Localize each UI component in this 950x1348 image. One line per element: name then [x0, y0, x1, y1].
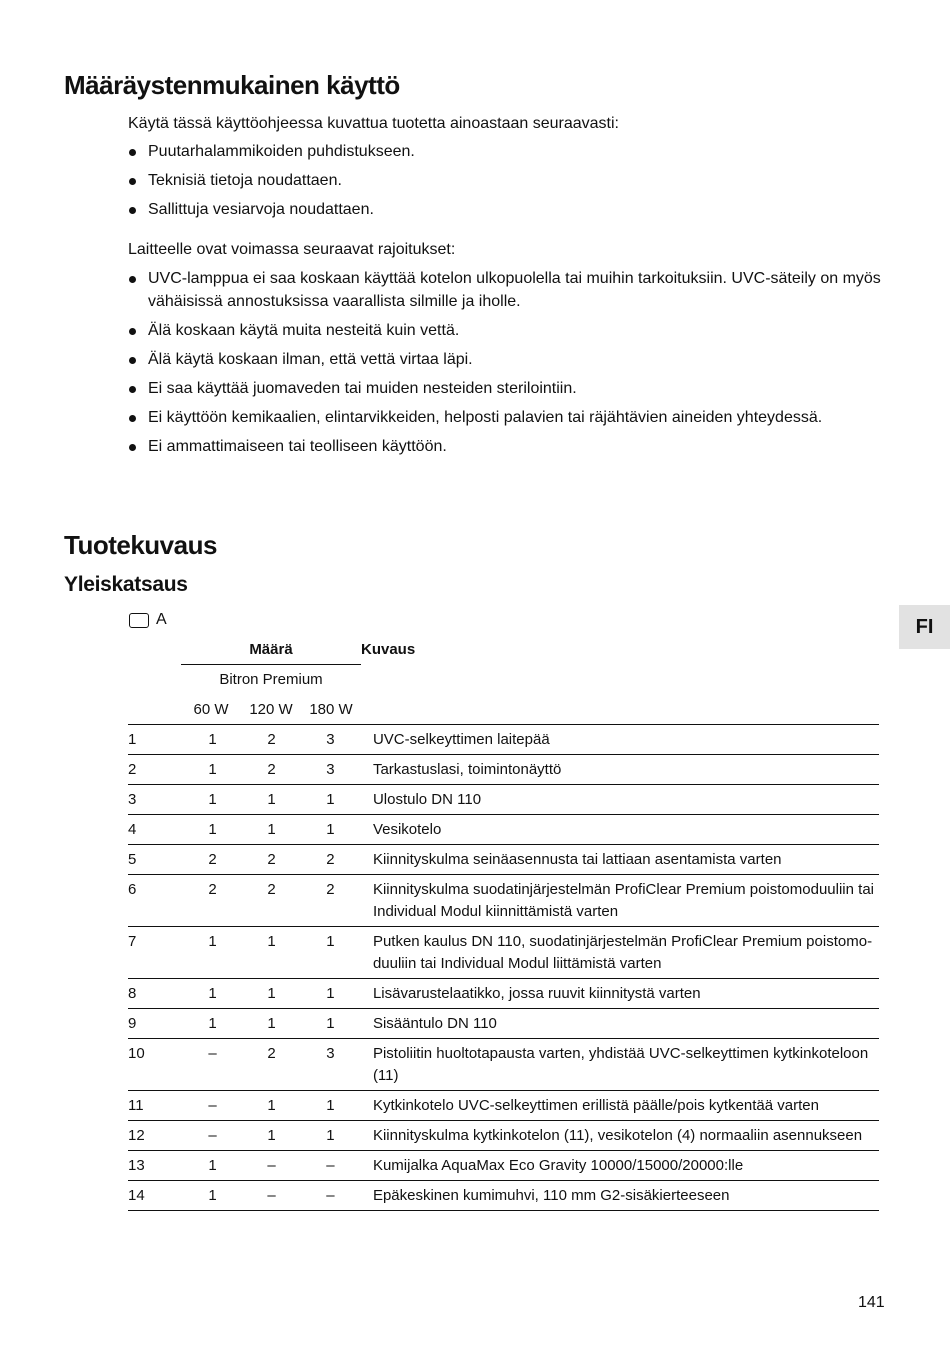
- parts-table: [128, 724, 879, 1211]
- cell-qty-120w: 1: [267, 985, 276, 1002]
- bullet-icon: [129, 207, 136, 214]
- table-row: [128, 1090, 879, 1120]
- cell-qty-120w: 1: [267, 1097, 276, 1114]
- list-item: Ei ammattimaiseen tai teolliseen käyttöön.: [128, 435, 883, 458]
- table-row: [128, 724, 879, 754]
- cell-qty-60w: 2: [208, 851, 217, 868]
- header-divider: [181, 664, 361, 665]
- restrictions-intro: Laitteelle ovat voimassa seuraavat rajoitukset:: [128, 241, 456, 258]
- cell-qty-60w: 1: [208, 761, 217, 778]
- cell-description: UVC-selkeyttimen laitepää: [372, 731, 550, 748]
- cell-qty-60w: –: [208, 1045, 217, 1062]
- table-row: [128, 874, 879, 926]
- cell-position: 5: [128, 851, 137, 868]
- bullet-icon: [129, 357, 136, 364]
- cell-qty-180w: 1: [326, 933, 335, 950]
- section-title-product-description: Tuotekuvaus: [64, 530, 217, 560]
- table-header-variant-120w: 120 W: [249, 701, 293, 718]
- cell-qty-120w: 1: [267, 933, 276, 950]
- table-row: [128, 814, 879, 844]
- restrictions-list: [128, 267, 883, 464]
- cell-qty-180w: 1: [326, 791, 335, 808]
- cell-qty-60w: 1: [208, 731, 217, 748]
- cell-qty-120w: 1: [267, 821, 276, 838]
- table-row: [128, 1150, 879, 1180]
- cell-qty-180w: 2: [326, 881, 335, 898]
- cell-qty-120w: 1: [267, 1015, 276, 1032]
- cell-description: Kumijalka AquaMax Eco Gravity 10000/15000/20000:lle: [372, 1157, 744, 1174]
- table-header-variant-180w: 180 W: [309, 701, 353, 718]
- cell-description: Kiinnityskulma suodatinjärjestelmän ProfiClear Premium poistomoduuliin tai Individual Modul kiinnittämistä varten: [372, 881, 874, 920]
- cell-qty-180w: –: [326, 1187, 335, 1204]
- cell-position: 13: [128, 1157, 145, 1174]
- table-row: [128, 1008, 879, 1038]
- list-item: Teknisiä tietoja noudattaen.: [128, 169, 883, 192]
- list-item: Ei käyttöön kemikaalien, elintarvikkeiden, helposti palavien tai räjähtävien aineiden yhteydessä.: [128, 406, 883, 429]
- cell-position: 2: [128, 761, 137, 778]
- list-item: Puutarhalammikoiden puhdistukseen.: [128, 140, 883, 163]
- bullet-icon: [129, 276, 136, 283]
- cell-position: 14: [128, 1187, 145, 1204]
- cell-qty-180w: 1: [326, 1127, 335, 1144]
- cell-position: 8: [128, 985, 137, 1002]
- page-number: 141: [858, 1294, 885, 1311]
- cell-qty-120w: –: [267, 1187, 276, 1204]
- cell-description: Putken kaulus DN 110, suodatinjärjestelmän ProfiClear Premium poistomoduuliin tai Individual Modul liittämistä varten: [372, 933, 873, 972]
- table-row: [128, 978, 879, 1008]
- cell-qty-60w: 1: [208, 791, 217, 808]
- cell-description: Kytkinkotelo UVC-selkeyttimen erillistä päälle/pois kytkentää varten: [372, 1097, 819, 1114]
- cell-qty-120w: 2: [267, 881, 276, 898]
- cell-description: Kiinnityskulma seinäasennusta tai lattiaan asentamista varten: [372, 851, 782, 868]
- figure-reference: A: [129, 611, 167, 629]
- list-item: Ei saa käyttää juomaveden tai muiden nesteiden sterilointiin.: [128, 377, 883, 400]
- bullet-icon: [129, 149, 136, 156]
- list-item: Älä koskaan käytä muita nesteitä kuin vettä.: [128, 319, 883, 342]
- table-header-quantity: Määrä: [249, 641, 293, 658]
- cell-position: 7: [128, 933, 137, 950]
- cell-qty-180w: 1: [326, 1015, 335, 1032]
- cell-qty-120w: 1: [267, 1127, 276, 1144]
- table-header-variant-60w: 60 W: [193, 701, 229, 718]
- cell-qty-180w: 1: [326, 985, 335, 1002]
- list-item: UVC-lamppua ei saa koskaan käyttää kotelon ulkopuolella tai muihin tarkoituksiin. UVC-säteily on myös vähäisissä annostuksissa vaarallista silmille ja iholle.: [128, 267, 883, 313]
- intended-use-list: [128, 140, 883, 227]
- intended-use-intro: Käytä tässä käyttöohjeessa kuvattua tuotetta ainoastaan seuraavasti:: [128, 115, 619, 132]
- cell-qty-60w: 1: [208, 821, 217, 838]
- cell-qty-60w: –: [208, 1097, 217, 1114]
- bullet-icon: [129, 328, 136, 335]
- bullet-icon: [129, 444, 136, 451]
- table-header-description: Kuvaus: [361, 641, 416, 658]
- table-row: [128, 926, 879, 978]
- cell-qty-120w: 2: [267, 1045, 276, 1062]
- list-item: Älä käytä koskaan ilman, että vettä virtaa läpi.: [128, 348, 883, 371]
- cell-description: Epäkeskinen kumimuhvi, 110 mm G2-sisäkierteeseen: [372, 1187, 730, 1204]
- cell-qty-120w: 1: [267, 791, 276, 808]
- cell-qty-180w: –: [326, 1157, 335, 1174]
- cell-description: Vesikotelo: [372, 821, 442, 838]
- cell-qty-180w: 1: [326, 1097, 335, 1114]
- cell-description: Pistoliitin huoltotapausta varten, yhdistää UVC-selkeyttimen kytkinkoteloon (11): [372, 1045, 869, 1084]
- figure-icon: [129, 613, 149, 628]
- cell-qty-60w: 1: [208, 933, 217, 950]
- bullet-icon: [129, 178, 136, 185]
- bullet-icon: [129, 386, 136, 393]
- cell-qty-60w: 2: [208, 881, 217, 898]
- cell-qty-180w: 2: [326, 851, 335, 868]
- cell-description: Sisääntulo DN 110: [372, 1015, 497, 1032]
- cell-position: 1: [128, 731, 137, 748]
- table-row: [128, 784, 879, 814]
- table-row: [128, 1120, 879, 1150]
- cell-description: Tarkastuslasi, toimintonäyttö: [372, 761, 562, 778]
- language-tab: FI: [899, 605, 950, 649]
- cell-qty-120w: 2: [267, 761, 276, 778]
- cell-qty-120w: 2: [267, 731, 276, 748]
- cell-qty-60w: 1: [208, 985, 217, 1002]
- cell-qty-180w: 3: [326, 1045, 335, 1062]
- list-item: Sallittuja vesiarvoja noudattaen.: [128, 198, 883, 221]
- cell-position: 4: [128, 821, 137, 838]
- cell-qty-180w: 1: [326, 821, 335, 838]
- cell-position: 12: [128, 1127, 145, 1144]
- cell-qty-120w: 2: [267, 851, 276, 868]
- cell-qty-180w: 3: [326, 761, 335, 778]
- cell-position: 10: [128, 1045, 145, 1062]
- cell-qty-180w: 3: [326, 731, 335, 748]
- table-row: [128, 1180, 879, 1211]
- cell-qty-60w: 1: [208, 1157, 217, 1174]
- table-header-product: Bitron Premium: [219, 671, 323, 688]
- bullet-icon: [129, 415, 136, 422]
- cell-description: Ulostulo DN 110: [372, 791, 482, 808]
- cell-position: 3: [128, 791, 137, 808]
- table-row: [128, 1038, 879, 1090]
- cell-position: 9: [128, 1015, 137, 1032]
- cell-qty-60w: 1: [208, 1015, 217, 1032]
- cell-description: Lisävarustelaatikko, jossa ruuvit kiinnitystä varten: [372, 985, 701, 1002]
- cell-qty-60w: –: [208, 1127, 217, 1144]
- table-row: [128, 754, 879, 784]
- cell-position: 6: [128, 881, 137, 898]
- subsection-title-overview: Yleiskatsaus: [64, 573, 188, 596]
- cell-qty-60w: 1: [208, 1187, 217, 1204]
- cell-position: 11: [128, 1097, 144, 1114]
- cell-description: Kiinnityskulma kytkinkotelon (11), vesikotelon (4) normaaliin asennukseen: [372, 1127, 863, 1144]
- table-row: [128, 844, 879, 874]
- section-title-intended-use: Määräystenmukainen käyttö: [64, 70, 400, 100]
- cell-qty-120w: –: [267, 1157, 276, 1174]
